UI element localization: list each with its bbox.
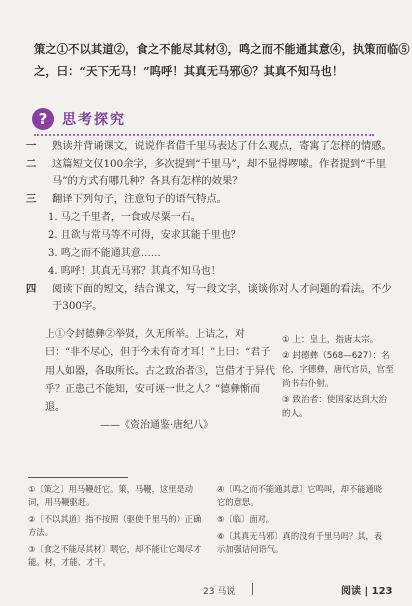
footer-divider	[252, 583, 253, 595]
footer-lesson: 23 马说	[203, 587, 236, 597]
footnote: ①〔策之〕用马鞭赶它。策，马鞭，这里是动词，用马鞭驱赶。	[28, 484, 194, 507]
side-note: ③ 致治者：使国家达到大治的人。	[282, 395, 387, 419]
text-line: 策之①不以其道②，食之不能尽其材③，鸣之而不能通其意④，执策而临⑤	[34, 42, 410, 56]
exercise-number: 四	[26, 283, 37, 295]
footnotes-left	[28, 483, 206, 573]
footnote: ②〔不以其道〕指不按照（驱使千里马的）正确方法。	[28, 514, 202, 537]
footnotes-right	[217, 483, 387, 560]
section-header	[32, 108, 126, 130]
dotted-divider	[34, 134, 374, 136]
exercise-text: 翻译下列句子，注意句子的语气特点。	[52, 193, 228, 205]
sub-question: 2. 且欲与常马等不可得，安求其能千里也？	[48, 230, 241, 241]
exercise-number: 一	[26, 140, 37, 152]
footnote: ⑥〔其真无马邪〕真的没有千里马吗？其，表示加强诘问语气。	[217, 531, 383, 554]
side-note: ① 上：皇上，指唐太宗。	[282, 335, 379, 345]
question-mark-icon: ?	[32, 108, 54, 130]
side-notes	[282, 333, 394, 423]
exercise-item	[22, 156, 392, 190]
footnote: ⑤〔临〕面对。	[217, 514, 275, 524]
reading-passage: 上①令封德彝②举贤，久无所举。上诘之，对曰：“非不尽心，但于今未有奇才耳！”上曰：“君子用人如器，各取所长。古之致治者③，岂借才于异代乎？正患己不能知，安可诬一世之人？”德彝惭而退。	[45, 329, 275, 414]
exercise-item	[22, 138, 392, 155]
exercise-item	[22, 191, 392, 208]
section-title: 思考探究	[62, 112, 126, 128]
passage-source: ——《资治通鉴·唐纪八》	[100, 420, 214, 431]
exercise-number: 二	[26, 158, 37, 170]
exercise-item	[22, 281, 392, 315]
exercise-text: 熟读并背诵课文，说说作者借千里马表达了什么观点，寄寓了怎样的情感。	[52, 140, 392, 152]
footer-page-number: 阅读 | 123	[341, 586, 393, 597]
side-note: ② 封德彝（568—627）：名伦，字德彝，唐代官员，官至尚书右仆射。	[282, 351, 394, 389]
footnote: ③〔食之不能尽其材〕喂它，却不能让它竭尽才能。材，才能、才干。	[28, 544, 202, 567]
exercise-number: 三	[26, 193, 37, 205]
sub-question-list	[22, 209, 392, 281]
footnote: ④〔鸣之而不能通其意〕它鸣叫，却不能通晓它的意思。	[217, 484, 383, 507]
exercise-list	[22, 138, 392, 316]
text-line: 之，曰：“天下无马！”呜呼！其真无马邪⑥？其真不知马也！	[34, 64, 344, 78]
text-continuation	[34, 38, 410, 82]
exercise-text: 阅读下面的短文，结合课文，写一段文字，谈谈你对人才问题的看法。不少于300字。	[52, 283, 392, 312]
footnote-rule	[28, 477, 128, 478]
sub-question: 3. 鸣之而不能通其意……	[48, 248, 161, 259]
sub-question: 4. 呜呼！其真无马邪？其真不知马也！	[48, 266, 221, 277]
sub-question: 1. 马之千里者，一食或尽粟一石。	[48, 212, 201, 223]
exercise-text: 这篇短文仅100余字，多次提到“千里马”，却不显得啰嗦。作者提到“千里马”的方式有哪几种？各具有怎样的效果？	[52, 158, 387, 187]
